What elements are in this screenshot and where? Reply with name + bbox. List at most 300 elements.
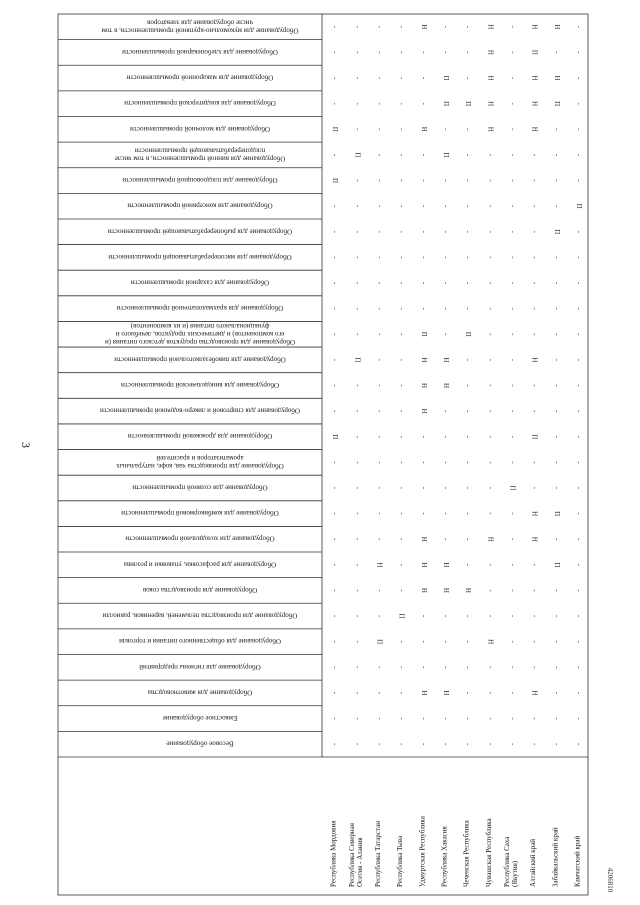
matrix-cell: - [486, 512, 495, 515]
matrix-cell: - [441, 307, 450, 310]
matrix-cell: Н [530, 75, 539, 81]
matrix-cell: - [486, 307, 495, 310]
column-header: Оборудование для винодельческой промышленности [120, 381, 280, 389]
matrix-cell: - [375, 204, 384, 208]
matrix-cell: - [441, 640, 450, 643]
matrix-cell: - [397, 102, 406, 105]
matrix-cell: - [375, 128, 384, 131]
matrix-cell: - [441, 256, 450, 259]
matrix-cell: - [331, 691, 340, 695]
matrix-cell: Н [486, 49, 495, 55]
matrix-cell: П [419, 331, 428, 337]
matrix-cell: - [441, 25, 450, 28]
matrix-cell: - [397, 538, 406, 541]
matrix-cell: - [530, 666, 539, 669]
matrix-cell: - [353, 204, 362, 208]
matrix-cell: - [508, 384, 517, 387]
matrix-cell: - [331, 409, 340, 413]
matrix-cell: - [441, 230, 450, 233]
matrix-cell: - [574, 51, 583, 54]
matrix-cell: Н [441, 357, 450, 363]
matrix-cell: - [486, 589, 495, 592]
region-label: Республика Мордовия [329, 820, 338, 887]
matrix-cell: - [530, 204, 539, 208]
region-label: Чувашская Республика [484, 818, 493, 887]
matrix-cell: Н [486, 639, 495, 645]
matrix-cell: - [375, 384, 384, 387]
matrix-cell: - [508, 461, 517, 464]
matrix-cell: - [464, 512, 473, 515]
matrix-cell: Н [441, 587, 450, 593]
column-header: Оборудование для животноводства [147, 688, 253, 697]
column-header: Оборудование для пивобезалкогольной промышленности [114, 355, 286, 364]
matrix-cell: - [552, 743, 561, 746]
matrix-cell: - [574, 614, 583, 618]
column-header: Оборудование для расфасовки, упаковки и розлива [123, 560, 277, 569]
matrix-cell: - [508, 153, 517, 157]
matrix-cell: - [508, 743, 517, 746]
matrix-cell: - [486, 358, 495, 362]
matrix-cell: - [464, 256, 473, 259]
matrix-cell: - [441, 179, 450, 182]
matrix-cell: - [486, 409, 495, 413]
matrix-cell: П [353, 357, 362, 363]
region-label: Камчатский край [573, 835, 582, 887]
matrix-cell: - [353, 435, 362, 438]
matrix-cell: Н [419, 382, 428, 389]
matrix-cell: - [375, 153, 384, 157]
region-label: Республика Саха(Якутия) [502, 836, 519, 887]
matrix-cell: - [419, 486, 428, 490]
matrix-cell: - [331, 25, 340, 28]
matrix-cell: П [530, 49, 539, 55]
matrix-cell: Н [419, 357, 428, 363]
matrix-cell: - [353, 256, 362, 259]
matrix-cell: - [464, 563, 473, 567]
matrix-cell: - [464, 384, 473, 387]
matrix-cell: - [530, 717, 539, 720]
matrix-cell: - [530, 333, 539, 336]
matrix-cell: - [464, 281, 473, 285]
matrix-cell: - [353, 614, 362, 618]
matrix-cell: - [574, 486, 583, 490]
matrix-cell: - [375, 307, 384, 310]
matrix-cell: - [530, 614, 539, 618]
matrix-cell: - [375, 461, 384, 464]
matrix-cell: - [508, 666, 517, 669]
matrix-cell: - [331, 563, 340, 567]
matrix-cell: - [508, 102, 517, 105]
matrix-cell: - [574, 76, 583, 80]
matrix-cell: - [552, 204, 561, 208]
column-header: Оборудование для производства чая, кофе, натуральныхароматизаторов и красителей [116, 453, 284, 470]
matrix-cell: - [375, 538, 384, 541]
matrix-cell: Н [530, 536, 539, 542]
matrix-cell: - [552, 409, 561, 413]
matrix-cell: - [397, 76, 406, 80]
matrix-cell: - [353, 461, 362, 464]
matrix-cell: - [464, 538, 473, 541]
matrix-cell: - [331, 204, 340, 208]
matrix-cell: - [375, 51, 384, 54]
matrix-cell: - [353, 512, 362, 515]
matrix-cell: - [375, 256, 384, 259]
matrix-cell: Н [419, 536, 428, 542]
matrix-cell: - [353, 307, 362, 310]
matrix-cell: - [397, 666, 406, 669]
equipment-table [58, 14, 588, 895]
matrix-cell: - [441, 666, 450, 669]
matrix-cell: - [508, 614, 517, 618]
matrix-cell: Н [486, 536, 495, 542]
matrix-cell: - [419, 512, 428, 515]
matrix-cell: - [508, 409, 517, 413]
matrix-cell: Н [419, 690, 428, 696]
region-label: Чеченская Республика [462, 820, 471, 887]
matrix-cell: - [397, 486, 406, 490]
matrix-cell: - [486, 204, 495, 208]
matrix-cell: - [397, 358, 406, 362]
matrix-cell: - [353, 563, 362, 567]
matrix-cell: - [464, 435, 473, 438]
matrix-cell: - [508, 640, 517, 643]
matrix-cell: - [574, 589, 583, 592]
column-header: Весовое оборудование [166, 739, 234, 748]
matrix-cell: - [419, 230, 428, 233]
matrix-cell: - [486, 435, 495, 438]
matrix-cell: - [464, 614, 473, 618]
matrix-cell: - [508, 358, 517, 362]
matrix-cell: - [574, 256, 583, 259]
matrix-cell: - [397, 384, 406, 387]
matrix-cell: - [508, 717, 517, 720]
matrix-cell: - [419, 640, 428, 643]
matrix-cell: П [331, 434, 340, 440]
matrix-cell: - [464, 358, 473, 362]
matrix-cell: - [397, 179, 406, 182]
matrix-cell: - [441, 281, 450, 285]
matrix-cell: - [441, 409, 450, 413]
matrix-cell: - [441, 538, 450, 541]
matrix-cell: - [486, 230, 495, 233]
matrix-cell: - [353, 281, 362, 285]
matrix-cell: - [397, 281, 406, 285]
column-header: Оборудование для сахарной промышленности [130, 278, 270, 287]
region-label: Республика Тыва [396, 835, 405, 887]
matrix-cell: - [331, 640, 340, 643]
column-header: Оборудование для соляной промышленности [132, 483, 268, 492]
matrix-cell: - [375, 614, 384, 618]
matrix-cell: - [530, 589, 539, 592]
matrix-cell: - [530, 461, 539, 464]
matrix-cell: Н [441, 690, 450, 696]
matrix-cell: - [397, 333, 406, 336]
matrix-cell: - [397, 230, 406, 233]
matrix-cell: Н [530, 511, 539, 517]
matrix-cell: - [331, 384, 340, 387]
matrix-cell: - [375, 333, 384, 336]
matrix-cell: - [331, 461, 340, 464]
column-header: Оборудование для кондитерской промышленности [124, 99, 276, 108]
matrix-cell: П [574, 203, 583, 209]
matrix-cell: П [464, 331, 473, 337]
matrix-cell: Н [530, 357, 539, 363]
matrix-cell: Н [419, 24, 428, 30]
matrix-cell: - [552, 307, 561, 310]
matrix-cell: - [552, 589, 561, 592]
matrix-cell: - [331, 333, 340, 336]
matrix-cell: - [574, 25, 583, 28]
matrix-cell: - [375, 102, 384, 105]
matrix-cell: П [397, 613, 406, 619]
region-label: Алтайский край [529, 838, 538, 887]
matrix-cell: - [464, 25, 473, 28]
matrix-cell: - [419, 666, 428, 669]
matrix-cell: - [419, 614, 428, 618]
matrix-cell: - [353, 691, 362, 695]
matrix-cell: - [530, 256, 539, 259]
matrix-cell: - [574, 409, 583, 413]
matrix-cell: - [419, 256, 428, 259]
matrix-cell: Н [441, 382, 450, 389]
column-header: Оборудование для мукомольно-крупяной промышленности, в томчисле оборудование для элеваторов [101, 18, 299, 35]
matrix-cell: - [331, 230, 340, 233]
column-header: Оборудование для мясоперерабатывающей промышленности [108, 252, 292, 261]
matrix-cell: - [441, 204, 450, 208]
matrix-cell: П [464, 101, 473, 107]
matrix-cell: - [331, 538, 340, 541]
matrix-cell: П [331, 178, 340, 184]
matrix-cell: - [441, 461, 450, 464]
matrix-cell: - [508, 589, 517, 592]
matrix-cell: - [353, 25, 362, 28]
matrix-cell: - [574, 666, 583, 669]
matrix-cell: - [464, 51, 473, 54]
matrix-cell: - [464, 486, 473, 490]
matrix-cell: - [552, 51, 561, 54]
matrix-cell: - [397, 512, 406, 515]
matrix-cell: - [486, 563, 495, 567]
matrix-cell: - [397, 25, 406, 28]
matrix-cell: - [464, 230, 473, 233]
matrix-cell: - [574, 461, 583, 464]
matrix-cell: - [530, 307, 539, 310]
matrix-cell: - [375, 409, 384, 413]
matrix-cell: - [331, 153, 340, 157]
matrix-cell: - [441, 333, 450, 336]
matrix-cell: - [441, 435, 450, 438]
matrix-cell: - [486, 153, 495, 157]
matrix-cell: - [508, 230, 517, 233]
matrix-cell: - [353, 51, 362, 54]
matrix-cell: - [574, 717, 583, 720]
matrix-cell: - [552, 128, 561, 131]
matrix-cell: - [552, 333, 561, 336]
matrix-cell: - [508, 256, 517, 259]
matrix-cell: П [375, 639, 384, 645]
matrix-cell: - [552, 256, 561, 259]
matrix-cell: - [530, 743, 539, 746]
matrix-cell: Н [530, 24, 539, 30]
matrix-cell: - [508, 435, 517, 438]
matrix-cell: - [375, 589, 384, 592]
matrix-cell: - [375, 512, 384, 515]
column-header: Оборудование для крахмалопаточной промышленности [116, 304, 284, 313]
matrix-cell: - [353, 717, 362, 720]
matrix-cell: - [353, 743, 362, 746]
matrix-cell: - [508, 25, 517, 28]
column-header: Оборудование для дрожжевой промышленности [127, 432, 273, 441]
matrix-cell: - [508, 512, 517, 515]
matrix-cell: - [375, 435, 384, 438]
matrix-cell: - [397, 128, 406, 131]
matrix-cell: - [574, 358, 583, 362]
matrix-cell: - [574, 563, 583, 567]
matrix-cell: - [353, 538, 362, 541]
matrix-cell: - [552, 640, 561, 643]
column-header: Оборудование для общественного питания и торговли [119, 637, 281, 646]
matrix-cell: Н [486, 126, 495, 132]
matrix-cell: - [397, 691, 406, 695]
matrix-cell: Н [552, 24, 561, 30]
matrix-cell: - [441, 717, 450, 720]
matrix-cell: Н [530, 690, 539, 696]
matrix-cell: - [574, 384, 583, 387]
matrix-cell: Н [375, 562, 384, 568]
matrix-cell: П [552, 101, 561, 107]
column-header: Оборудование для винной промышленности, в том числеплодоперерабатывающей промышленности [114, 146, 286, 163]
matrix-cell: - [464, 640, 473, 643]
matrix-cell: - [397, 743, 406, 746]
matrix-cell: - [419, 204, 428, 208]
matrix-cell: Н [419, 126, 428, 132]
matrix-cell: - [464, 128, 473, 131]
matrix-cell: - [552, 614, 561, 618]
matrix-cell: - [441, 743, 450, 746]
matrix-cell: - [441, 614, 450, 618]
matrix-cell: - [464, 717, 473, 720]
matrix-cell: П [530, 434, 539, 440]
matrix-cell: - [530, 281, 539, 285]
column-header: Оборудование для рыбоперерабатывающей промышленности [107, 227, 293, 236]
matrix-cell: - [419, 281, 428, 285]
document-id: 4206810 [606, 867, 614, 893]
matrix-cell: - [574, 640, 583, 643]
matrix-cell: - [331, 102, 340, 105]
matrix-cell: - [331, 743, 340, 746]
matrix-cell: - [508, 204, 517, 208]
matrix-cell: - [530, 563, 539, 567]
matrix-cell: - [375, 666, 384, 669]
matrix-cell: - [331, 614, 340, 618]
matrix-cell: - [419, 717, 428, 720]
matrix-cell: - [353, 486, 362, 490]
matrix-cell: - [508, 179, 517, 182]
matrix-cell: - [375, 281, 384, 285]
matrix-cell: - [508, 76, 517, 80]
matrix-cell: - [508, 563, 517, 567]
matrix-cell: - [331, 281, 340, 285]
column-header: Оборудование для макаронной промышленности [126, 73, 274, 82]
matrix-cell: - [353, 102, 362, 105]
matrix-cell: Н [419, 587, 428, 593]
matrix-cell: - [331, 51, 340, 54]
matrix-cell: Н [486, 101, 495, 107]
matrix-cell: - [508, 307, 517, 310]
matrix-cell: - [331, 717, 340, 720]
matrix-cell: - [397, 204, 406, 208]
matrix-cell: - [375, 25, 384, 28]
matrix-cell: - [397, 256, 406, 259]
matrix-cell: - [353, 128, 362, 131]
matrix-cell: - [353, 179, 362, 182]
matrix-cell: - [353, 230, 362, 233]
matrix-cell: - [419, 153, 428, 157]
column-header: Емкостное оборудование [162, 714, 238, 723]
matrix-cell: П [441, 75, 450, 81]
matrix-cell: - [552, 486, 561, 490]
matrix-cell: - [486, 461, 495, 464]
matrix-cell: - [397, 409, 406, 413]
page-number: 3 [19, 442, 33, 448]
matrix-cell: - [552, 281, 561, 285]
matrix-cell: - [375, 717, 384, 720]
column-header: Оборудование для консервной промышленности [127, 201, 273, 210]
matrix-cell: - [441, 512, 450, 515]
matrix-cell: - [508, 128, 517, 131]
matrix-cell: - [486, 666, 495, 669]
matrix-cell: - [464, 179, 473, 182]
matrix-cell: - [397, 307, 406, 310]
matrix-cell: П [331, 126, 340, 132]
matrix-cell: П [552, 562, 561, 568]
column-header: Оборудование для спиртовой и ликеро-водочной промышленности [100, 406, 300, 415]
matrix-cell: - [331, 307, 340, 310]
matrix-cell: - [353, 409, 362, 413]
matrix-cell: - [375, 691, 384, 695]
column-header: Оборудование для гигиены предприятий [139, 662, 261, 671]
matrix-cell: - [552, 435, 561, 438]
matrix-cell: - [464, 461, 473, 464]
matrix-cell: - [574, 153, 583, 157]
matrix-cell: П [552, 511, 561, 517]
matrix-cell: Н [530, 101, 539, 107]
matrix-cell: Н [486, 75, 495, 81]
column-header: Оборудование для производства продуктов детского питания (иего компонентов) и диетических продуктов, лечебного ифункционального питания (и их компонентов) [104, 321, 296, 346]
matrix-cell: - [375, 486, 384, 490]
region-label: Забайкальский край [551, 827, 560, 887]
matrix-cell: - [552, 717, 561, 720]
matrix-cell: - [574, 435, 583, 438]
matrix-cell: - [574, 307, 583, 310]
matrix-cell: - [464, 743, 473, 746]
matrix-cell: - [397, 640, 406, 643]
matrix-cell: - [353, 589, 362, 592]
matrix-cell: - [331, 589, 340, 592]
matrix-cell: П [508, 485, 517, 491]
matrix-cell: - [331, 76, 340, 80]
matrix-cell: - [375, 76, 384, 80]
matrix-cell: - [486, 691, 495, 695]
matrix-cell: - [508, 333, 517, 336]
matrix-cell: - [574, 691, 583, 695]
matrix-cell: - [419, 307, 428, 310]
matrix-cell: - [486, 333, 495, 336]
column-header: Оборудование для хлебопекарной промышленности [122, 47, 278, 56]
matrix-cell: Н [419, 408, 428, 414]
matrix-cell: - [486, 486, 495, 490]
table-frame [58, 14, 588, 895]
